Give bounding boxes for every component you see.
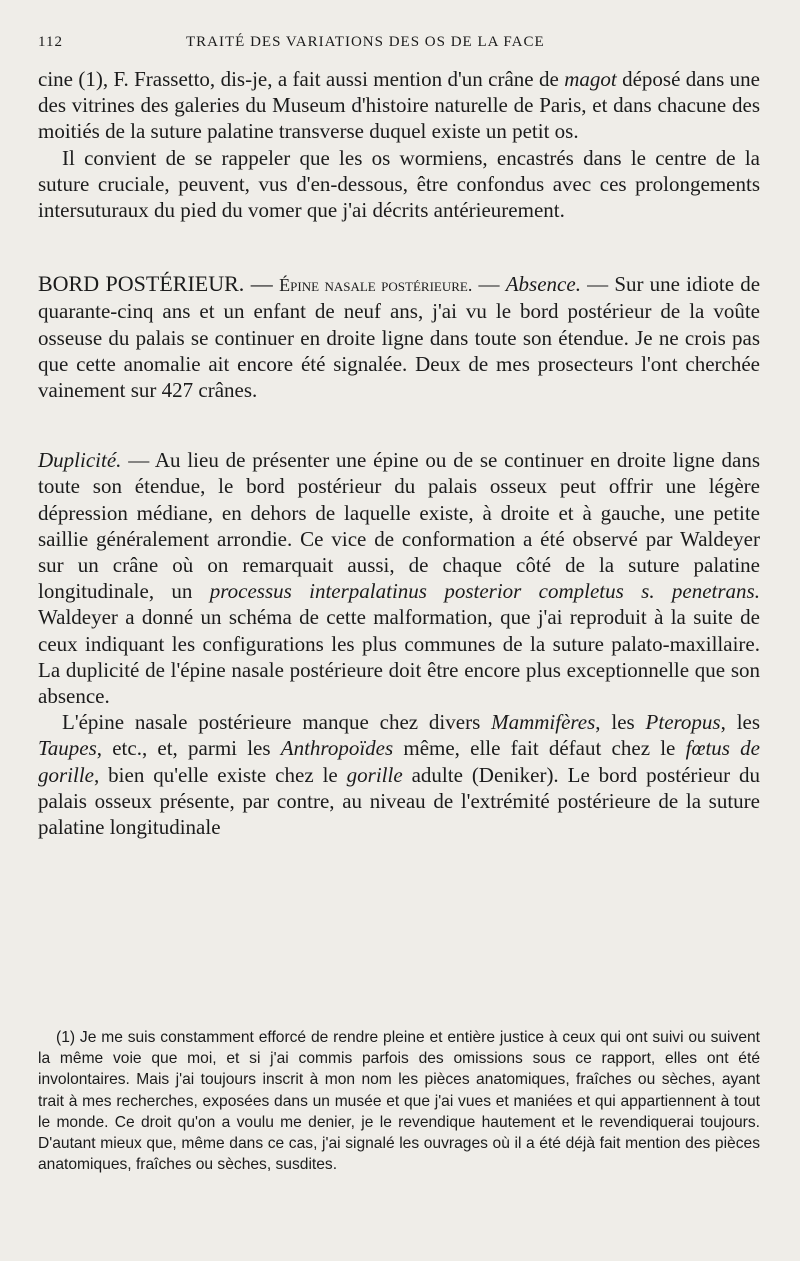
section-subheading: Épine nasale postérieure. xyxy=(279,275,473,296)
spacer xyxy=(38,223,760,271)
p5-italic-5: fœtus de gorille xyxy=(38,736,760,787)
p5-text-a: L'épine nasale postérieure manque chez divers xyxy=(62,710,492,735)
p5-italic-4: Anthropoïdes xyxy=(280,736,394,761)
body-text xyxy=(38,66,760,840)
paragraph-2: Il convient de se rappeler que les os wormiens, encastrés dans le centre de la suture cruciale, peuvent, vus d'en-dessous, être confondus avec ces prolongements intersuturaux du pied du vomer que j'ai décrits antérieurement. xyxy=(38,145,760,223)
p5-italic-3: Taupes xyxy=(38,736,97,761)
p5-italic-1: Mammifères xyxy=(491,710,596,735)
p5-text-b: , les xyxy=(595,710,646,735)
p5-text-d: , etc., et, parmi les xyxy=(96,736,281,761)
paragraph-5 xyxy=(38,709,760,840)
p5-text-c: , les xyxy=(720,710,761,735)
page-number: 112 xyxy=(38,34,63,50)
p4-text-b: Waldeyer a donné un schéma de cette malformation, que j'ai reproduit à la suite de ceux indiquant les configurations les plus communes de la suture palato-maxillaire. La duplicité de l'épine nasale postérieure doit être encore plus exceptionnelle que son absence. xyxy=(38,605,760,709)
section-dash-2: — xyxy=(580,272,615,297)
p1-text-b: déposé dans une des vitrines des galeries du Museum d'histoire naturelle de Paris, et dans chacune des moitiés de la suture palatine transverse duquel existe un petit os. xyxy=(38,67,760,144)
p5-text-f: , bien qu'elle existe chez le xyxy=(94,762,347,787)
p5-text-e: même, elle fait défaut chez le xyxy=(393,736,686,761)
section-bord-posterieur xyxy=(38,271,760,403)
p1-text-a: cine (1), F. Frassetto, dis-je, a fait aussi mention d'un crâne de xyxy=(38,67,565,91)
paragraph-duplicite xyxy=(38,447,760,709)
section-absence: Absence. xyxy=(505,272,581,297)
section-text: Sur une idiote de quarante-cinq ans et un enfant de neuf ans, j'ai vu le bord postérieur de la voûte osseuse du palais se continuer en droite ligne dans toute son étendue. Je ne crois pas que cette anomalie ait encore été signalée. Deux de mes prosecteurs l'ont cherchée vainement sur 427 crânes. xyxy=(38,272,761,403)
duplicite-title: Duplicité. xyxy=(38,448,122,473)
section-heading: BORD POSTÉRIEUR. — xyxy=(38,271,280,297)
running-title: TRAITÉ DES VARIATIONS DES OS DE LA FACE xyxy=(186,34,545,50)
p4-italic: processus interpalatinus posterior completus s. penetrans. xyxy=(209,579,760,604)
p5-text-g: adulte (Deniker). Le bord postérieur du palais osseux présente, par contre, au niveau de l'extrémité postérieure de la suture palatine longitudinale xyxy=(38,762,760,840)
footnotes xyxy=(38,1027,760,1175)
section-dash: — xyxy=(472,272,506,297)
p5-italic-6: gorille xyxy=(346,762,403,787)
p4-text-a: — Au lieu de présenter une épine ou de se continuer en droite ligne dans toute son étendue, le bord postérieur du palais osseux peut offrir une légère dépression médiane, en dehors de laquelle existe, à droite et à gauche, une petite saillie généralement arrondie. Ce vice de conformation a été observé par Waldeyer sur un crâne où on remarquait aussi, de chaque côté de la suture palatine longitudinale, un xyxy=(38,448,760,604)
spacer xyxy=(38,403,760,447)
p1-italic: magot xyxy=(564,67,617,91)
paragraph-1 xyxy=(38,66,760,145)
footnote-1: (1) Je me suis constamment efforcé de rendre pleine et entière justice à ceux qui ont suivi ou suivent la même voie que moi, et si j'ai commis parfois des omissions sous ce rapport, elles ont été involontaires. Mais j'ai toujours inscrit à mon nom les pièces anatomiques, fraîches ou sèches, ayant trait à mes recherches, exposées dans un musée et que j'ai vues et maniées et qui appartiennent à tout le monde. Ce droit qu'on a voulu me denier, je le revendique hautement et le revendiquerai toujours. D'autant mieux que, même dans ce cas, j'ai signalé les ouvrages où il a été déjà fait mention des pièces anatomiques, fraîches ou sèches, susdites. xyxy=(38,1029,760,1174)
p5-italic-2: Pteropus xyxy=(645,710,721,735)
